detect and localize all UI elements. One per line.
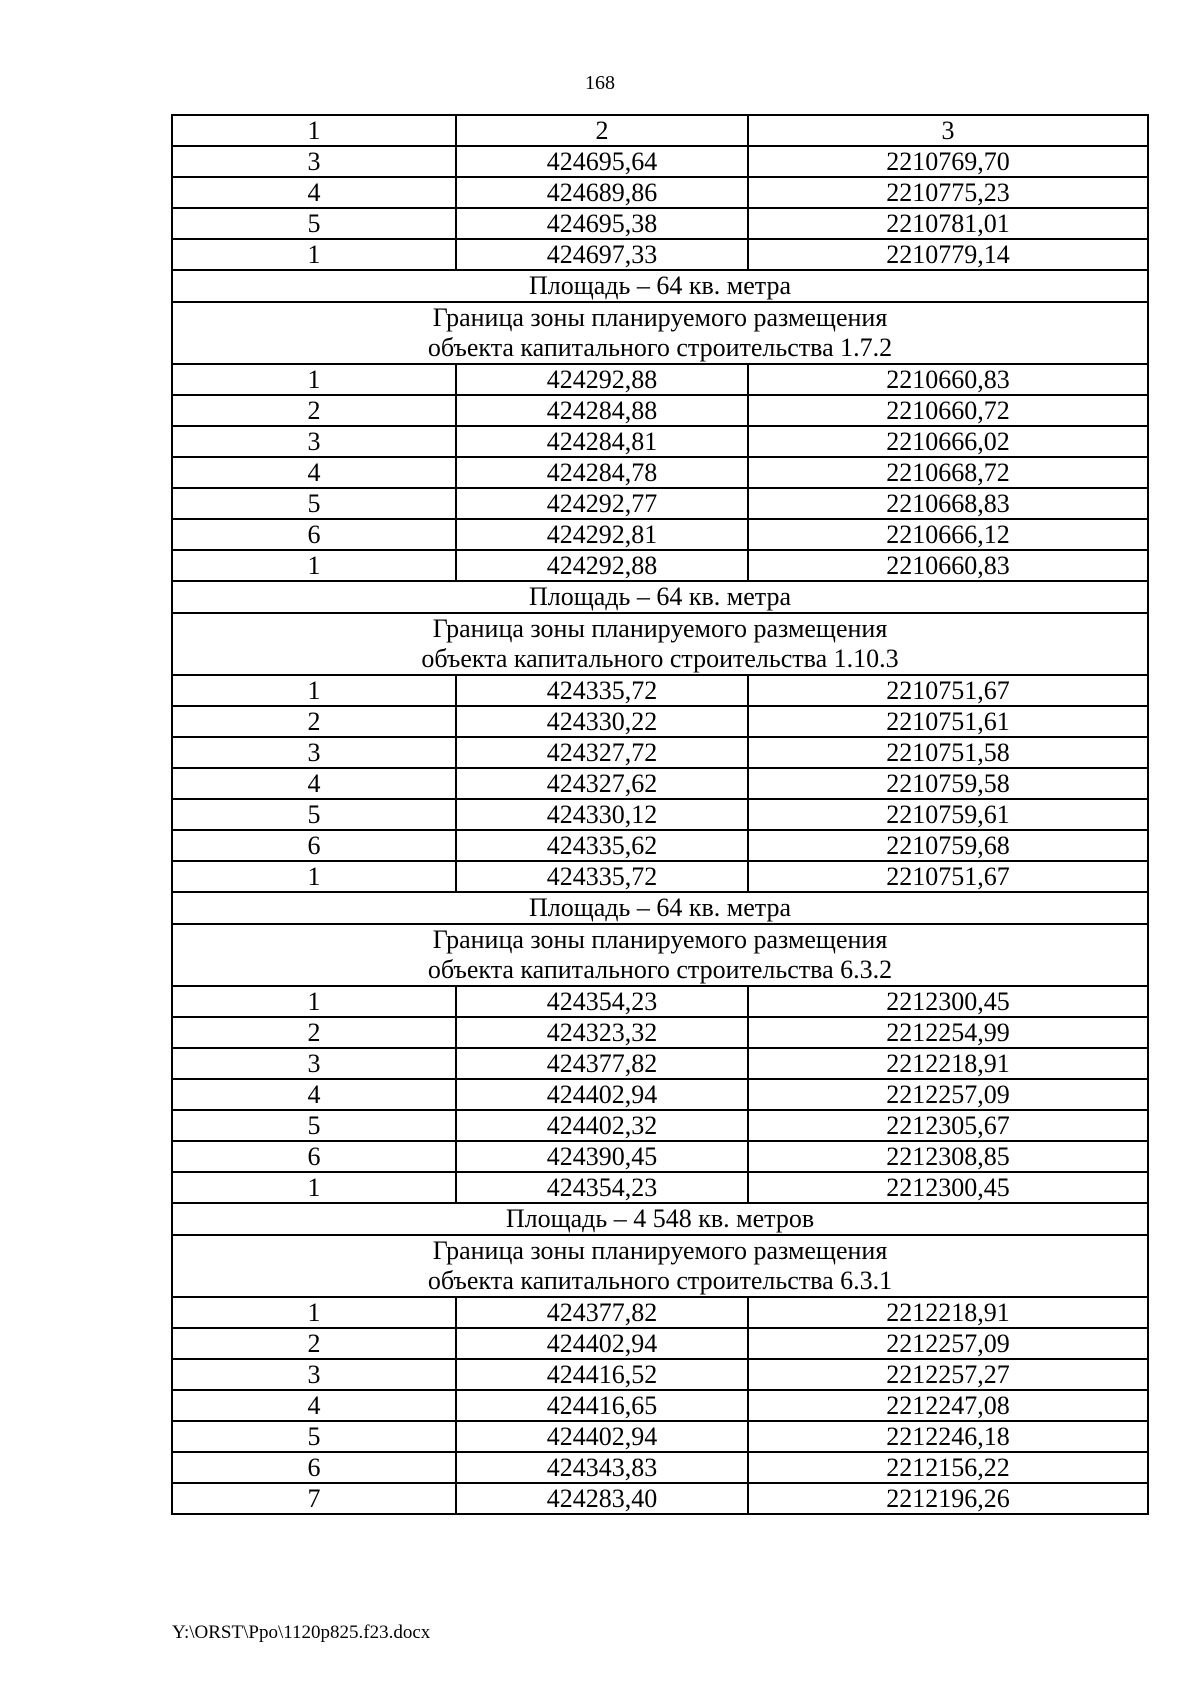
y-coordinate-cell: 2210660,83 — [748, 364, 1148, 395]
point-number-cell: 2 — [172, 395, 456, 426]
y-coordinate-cell: 2212254,99 — [748, 1017, 1148, 1048]
table-row — [172, 1017, 1148, 1048]
table-row — [172, 1452, 1148, 1483]
x-coordinate-cell: 2 — [456, 115, 748, 146]
table-row — [172, 1110, 1148, 1141]
coordinates-table — [171, 114, 1149, 1515]
zone-title — [172, 924, 1148, 986]
zone-title — [172, 302, 1148, 364]
zone-title-line: Граница зоны планируемого размещения — [432, 925, 888, 954]
y-coordinate-cell: 2212257,09 — [748, 1328, 1148, 1359]
y-coordinate-cell: 2210775,23 — [748, 177, 1148, 208]
y-coordinate-cell: 2212218,91 — [748, 1297, 1148, 1328]
y-coordinate-cell: 2212156,22 — [748, 1452, 1148, 1483]
x-coordinate-cell: 424390,45 — [456, 1141, 748, 1172]
point-number-cell: 5 — [172, 1421, 456, 1452]
area-summary: Площадь – 64 кв. метра — [172, 581, 1148, 613]
x-coordinate-cell: 424330,22 — [456, 706, 748, 737]
x-coordinate-cell: 424402,94 — [456, 1079, 748, 1110]
table-row — [172, 239, 1148, 270]
point-number-cell: 1 — [172, 1297, 456, 1328]
point-number-cell: 4 — [172, 177, 456, 208]
y-coordinate-cell: 3 — [748, 115, 1148, 146]
zone-title-line: объекта капитального строительства 1.7.2 — [427, 333, 893, 362]
area-summary: Площадь – 64 кв. метра — [172, 270, 1148, 302]
point-number-cell: 2 — [172, 1328, 456, 1359]
zone-title-line: Граница зоны планируемого размещения — [432, 614, 888, 643]
point-number-cell: 2 — [172, 1017, 456, 1048]
x-coordinate-cell: 424402,94 — [456, 1421, 748, 1452]
x-coordinate-cell: 424284,81 — [456, 426, 748, 457]
x-coordinate-cell: 424335,62 — [456, 830, 748, 861]
x-coordinate-cell: 424377,82 — [456, 1048, 748, 1079]
area-summary: Площадь – 64 кв. метра — [172, 892, 1148, 924]
area-summary-row — [172, 892, 1148, 924]
point-number-cell: 3 — [172, 426, 456, 457]
point-number-cell: 1 — [172, 1172, 456, 1203]
point-number-cell: 1 — [172, 675, 456, 706]
x-coordinate-cell: 424354,23 — [456, 986, 748, 1017]
zone-title — [172, 613, 1148, 675]
y-coordinate-cell: 2210666,02 — [748, 426, 1148, 457]
y-coordinate-cell: 2212218,91 — [748, 1048, 1148, 1079]
coordinates-table-body — [172, 115, 1148, 1514]
table-row — [172, 177, 1148, 208]
table-row — [172, 1297, 1148, 1328]
table-row — [172, 1079, 1148, 1110]
x-coordinate-cell: 424292,88 — [456, 364, 748, 395]
table-row — [172, 488, 1148, 519]
y-coordinate-cell: 2212196,26 — [748, 1483, 1148, 1514]
x-coordinate-cell: 424695,64 — [456, 146, 748, 177]
y-coordinate-cell: 2210660,72 — [748, 395, 1148, 426]
table-row — [172, 1421, 1148, 1452]
point-number-cell: 2 — [172, 706, 456, 737]
x-coordinate-cell: 424335,72 — [456, 675, 748, 706]
point-number-cell: 6 — [172, 830, 456, 861]
y-coordinate-cell: 2210759,58 — [748, 768, 1148, 799]
y-coordinate-cell: 2210781,01 — [748, 208, 1148, 239]
zone-title-row — [172, 924, 1148, 986]
y-coordinate-cell: 2210751,58 — [748, 737, 1148, 768]
zone-title-row — [172, 613, 1148, 675]
x-coordinate-cell: 424323,32 — [456, 1017, 748, 1048]
y-coordinate-cell: 2212300,45 — [748, 1172, 1148, 1203]
y-coordinate-cell: 2210751,67 — [748, 675, 1148, 706]
point-number-cell: 3 — [172, 1048, 456, 1079]
point-number-cell: 5 — [172, 488, 456, 519]
table-row — [172, 1359, 1148, 1390]
point-number-cell: 1 — [172, 239, 456, 270]
point-number-cell: 3 — [172, 1359, 456, 1390]
y-coordinate-cell: 2212308,85 — [748, 1141, 1148, 1172]
y-coordinate-cell: 2212300,45 — [748, 986, 1148, 1017]
point-number-cell: 3 — [172, 146, 456, 177]
point-number-cell: 4 — [172, 457, 456, 488]
table-row — [172, 1141, 1148, 1172]
table-row — [172, 426, 1148, 457]
x-coordinate-cell: 424689,86 — [456, 177, 748, 208]
zone-title-line: Граница зоны планируемого размещения — [432, 303, 888, 332]
table-row — [172, 364, 1148, 395]
y-coordinate-cell: 2212257,27 — [748, 1359, 1148, 1390]
table-row — [172, 675, 1148, 706]
x-coordinate-cell: 424330,12 — [456, 799, 748, 830]
table-row — [172, 768, 1148, 799]
x-coordinate-cell: 424697,33 — [456, 239, 748, 270]
table-row — [172, 208, 1148, 239]
y-coordinate-cell: 2210751,61 — [748, 706, 1148, 737]
point-number-cell: 1 — [172, 550, 456, 581]
table-row — [172, 519, 1148, 550]
point-number-cell: 4 — [172, 1079, 456, 1110]
point-number-cell: 1 — [172, 115, 456, 146]
x-coordinate-cell: 424416,52 — [456, 1359, 748, 1390]
table-row — [172, 1172, 1148, 1203]
zone-title-line: Граница зоны планируемого размещения — [432, 1236, 888, 1265]
table-row — [172, 1328, 1148, 1359]
y-coordinate-cell: 2212305,67 — [748, 1110, 1148, 1141]
y-coordinate-cell: 2210668,83 — [748, 488, 1148, 519]
x-coordinate-cell: 424292,77 — [456, 488, 748, 519]
table-row — [172, 799, 1148, 830]
y-coordinate-cell: 2212247,08 — [748, 1390, 1148, 1421]
point-number-cell: 7 — [172, 1483, 456, 1514]
point-number-cell: 6 — [172, 519, 456, 550]
table-row — [172, 830, 1148, 861]
y-coordinate-cell: 2210759,61 — [748, 799, 1148, 830]
zone-title — [172, 1235, 1148, 1297]
point-number-cell: 5 — [172, 208, 456, 239]
zone-title-row — [172, 302, 1148, 364]
y-coordinate-cell: 2210660,83 — [748, 550, 1148, 581]
table-row — [172, 1390, 1148, 1421]
point-number-cell: 6 — [172, 1141, 456, 1172]
zone-title-line: объекта капитального строительства 6.3.2 — [427, 955, 893, 984]
column-header-row — [172, 115, 1148, 146]
point-number-cell: 5 — [172, 1110, 456, 1141]
table-row — [172, 1483, 1148, 1514]
y-coordinate-cell: 2210759,68 — [748, 830, 1148, 861]
point-number-cell: 4 — [172, 1390, 456, 1421]
area-summary-row — [172, 581, 1148, 613]
area-summary-row — [172, 270, 1148, 302]
y-coordinate-cell: 2210751,67 — [748, 861, 1148, 892]
x-coordinate-cell: 424354,23 — [456, 1172, 748, 1203]
table-row — [172, 1048, 1148, 1079]
point-number-cell: 4 — [172, 768, 456, 799]
x-coordinate-cell: 424327,62 — [456, 768, 748, 799]
table-row — [172, 986, 1148, 1017]
zone-title-line: объекта капитального строительства 6.3.1 — [427, 1266, 893, 1295]
x-coordinate-cell: 424416,65 — [456, 1390, 748, 1421]
area-summary-row — [172, 1203, 1148, 1235]
x-coordinate-cell: 424377,82 — [456, 1297, 748, 1328]
x-coordinate-cell: 424292,81 — [456, 519, 748, 550]
x-coordinate-cell: 424402,32 — [456, 1110, 748, 1141]
y-coordinate-cell: 2212257,09 — [748, 1079, 1148, 1110]
point-number-cell: 1 — [172, 861, 456, 892]
file-path-footer: Y:\ORST\Ppo\1120p825.f23.docx — [172, 1622, 431, 1643]
x-coordinate-cell: 424283,40 — [456, 1483, 748, 1514]
table-row — [172, 457, 1148, 488]
x-coordinate-cell: 424695,38 — [456, 208, 748, 239]
x-coordinate-cell: 424402,94 — [456, 1328, 748, 1359]
table-row — [172, 861, 1148, 892]
table-row — [172, 706, 1148, 737]
x-coordinate-cell: 424284,78 — [456, 457, 748, 488]
y-coordinate-cell: 2210666,12 — [748, 519, 1148, 550]
x-coordinate-cell: 424335,72 — [456, 861, 748, 892]
y-coordinate-cell: 2210779,14 — [748, 239, 1148, 270]
y-coordinate-cell: 2210668,72 — [748, 457, 1148, 488]
table-row — [172, 737, 1148, 768]
table-row — [172, 395, 1148, 426]
x-coordinate-cell: 424343,83 — [456, 1452, 748, 1483]
y-coordinate-cell: 2212246,18 — [748, 1421, 1148, 1452]
area-summary: Площадь – 4 548 кв. метров — [172, 1203, 1148, 1235]
zone-title-line: объекта капитального строительства 1.10.3 — [421, 644, 899, 673]
page-number: 168 — [585, 72, 615, 94]
point-number-cell: 3 — [172, 737, 456, 768]
table-row — [172, 146, 1148, 177]
x-coordinate-cell: 424284,88 — [456, 395, 748, 426]
zone-title-row — [172, 1235, 1148, 1297]
table-row — [172, 550, 1148, 581]
x-coordinate-cell: 424292,88 — [456, 550, 748, 581]
point-number-cell: 6 — [172, 1452, 456, 1483]
point-number-cell: 1 — [172, 986, 456, 1017]
x-coordinate-cell: 424327,72 — [456, 737, 748, 768]
y-coordinate-cell: 2210769,70 — [748, 146, 1148, 177]
point-number-cell: 1 — [172, 364, 456, 395]
point-number-cell: 5 — [172, 799, 456, 830]
